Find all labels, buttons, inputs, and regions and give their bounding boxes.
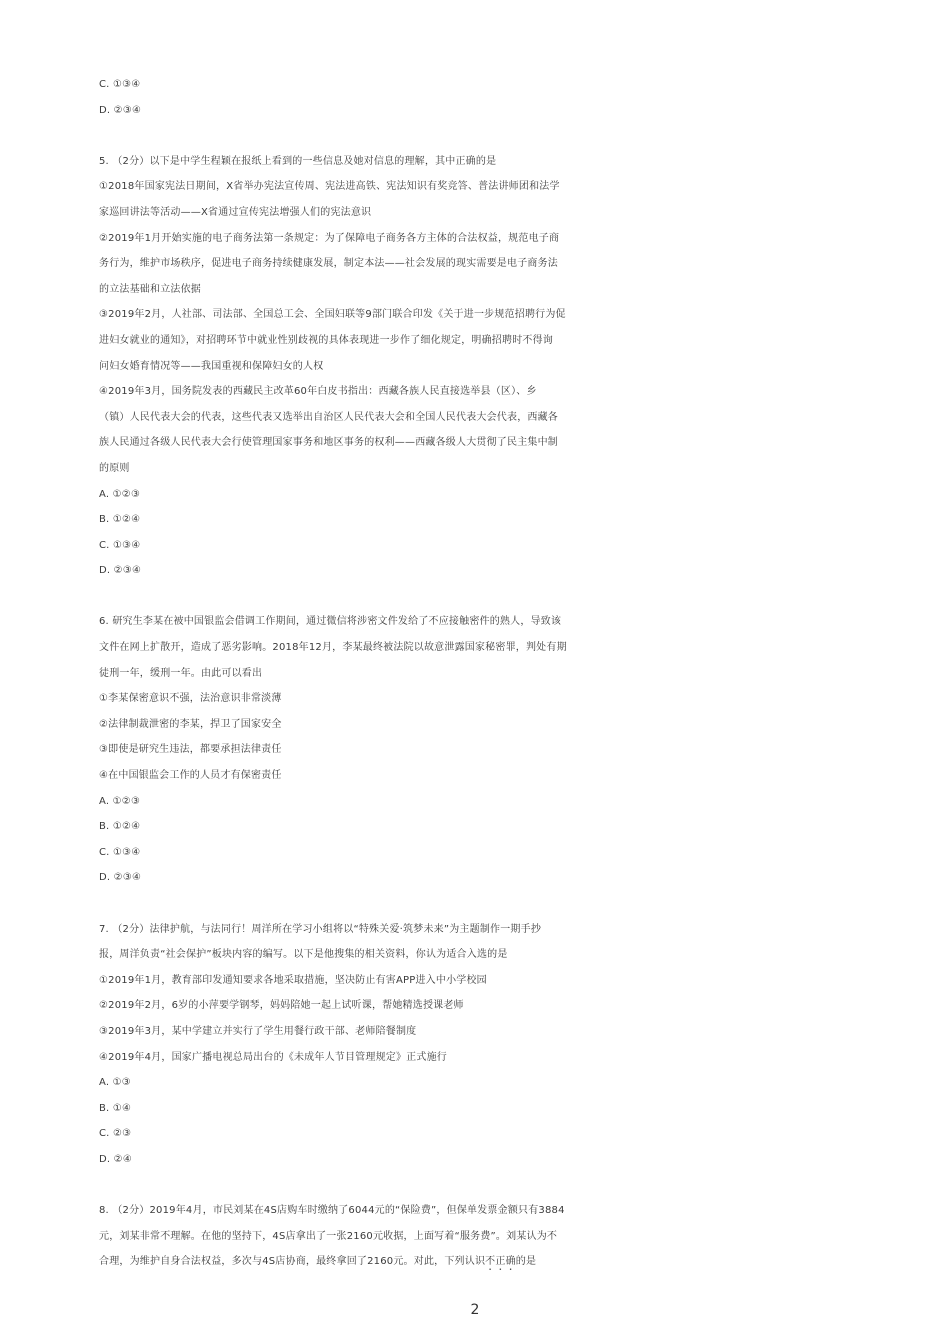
question-text: 文件在网上扩散开，造成了恶劣影响。2018年12月，李某最终被法院以故意泄露国家秘密罪，判处有期 [99,642,567,654]
question-text: 报，周洋负责“社会保护”板块内容的编写。以下是他搜集的相关资料，你认为适合入选的是 [99,949,508,961]
question-text: ②2019年2月，6岁的小萍要学钢琴，妈妈陪她一起上试听课，帮她精选授课老师 [99,1000,464,1012]
question-text: 8. （2分）2019年4月，市民刘某在4S店购车时缴纳了6044元的“保险费”，但保单发票金额只有3884 [99,1205,565,1217]
option-d: D. ②③④ [99,872,142,884]
question-text: 的是 [515,1256,537,1268]
question-7 [99,917,619,1173]
question-text: ④2019年4月，国家广播电视总局出台的《未成年人节目管理规定》正式施行 [99,1051,447,1063]
question-5 [99,149,619,584]
question-text: ①李某保密意识不强，法治意识非常淡薄 [99,693,282,705]
question-text: （镇）人民代表大会的代表，这些代表又选举出自治区人民代表大会和全国人民代表大会代表，西藏各 [99,411,558,423]
question-text: ③2019年3月，某中学建立并实行了学生用餐行政干部、老师陪餐制度 [99,1025,417,1037]
question-text: 元，刘某非常不理解。在他的坚持下，4S店拿出了一张2160元收据，上面写着“服务费”。刘某认为不 [99,1230,558,1242]
question-text: ④2019年3月，国务院发表的西藏民主改革60年白皮书指出：西藏各族人民直接选举县（区）、乡 [99,386,537,398]
question-text: 问妇女婚育情况等——我国重视和保障妇女的人权 [99,360,324,372]
question-text: 家巡回讲法等活动——X省通过宣传宪法增强人们的宪法意识 [99,206,372,218]
option-c: C. ①③④ [99,846,141,858]
question-text: ①2019年1月，教育部印发通知要求各地采取措施，坚决防止有害APP进入中小学校园 [99,974,487,986]
question-text: ③2019年2月，人社部、司法部、全国总工会、全国妇联等9部门联合印发《关于进一步规范招聘行为促 [99,309,566,321]
option-a: A. ①②③ [99,795,141,807]
question-text: 的原则 [99,462,130,474]
prev-question-options [99,72,619,123]
option-d: D. ②③④ [99,565,142,577]
question-text: 徒刑一年，缓刑一年。由此可以看出 [99,667,263,679]
option-a: A. ①②③ [99,488,141,500]
document-body [99,72,619,1275]
option-c: C. ①③④ [99,539,141,551]
option-c: C. ②③ [99,1128,132,1140]
question-text: ②法律制裁泄密的李某，捍卫了国家安全 [99,718,282,730]
question-text: ①2018年国家宪法日期间，X省举办宪法宣传周、宪法进高铁、宪法知识有奖竞答、普法讲师团和法学 [99,181,560,193]
option-b: B. ①②④ [99,514,141,526]
question-text-last [99,1249,619,1275]
question-text: 务行为，维护市场秩序，促进电子商务持续健康发展，制定本法——社会发展的现实需要是电子商务法 [99,258,558,270]
question-text: 6. 研究生李某在被中国银监会借调工作期间，通过微信将涉密文件发给了不应接触密件的熟人，导致该 [99,616,562,628]
option-a: A. ①③ [99,1077,131,1089]
option-b: B. ①④ [99,1102,132,1114]
question-6 [99,609,619,891]
emphasized-text: 不正确 [485,1256,516,1268]
question-text: 的立法基础和立法依据 [99,283,201,295]
question-text: 族人民通过各级人民代表大会行使管理国家事务和地区事务的权利——西藏各级人大贯彻了民主集中制 [99,437,558,449]
question-text: 5. （2分）以下是中学生程颖在报纸上看到的一些信息及她对信息的理解，其中正确的是 [99,155,497,167]
question-text: 7. （2分）法律护航，与法同行！周洋所在学习小组将以“特殊关爱·筑梦未来”为主题制作一期手抄 [99,923,542,935]
question-8 [99,1198,619,1275]
option-d: D. ②④ [99,1153,132,1165]
option-c: C. ①③④ [99,79,141,90]
question-text: 合理，为维护自身合法权益，多次与4S店协商，最终拿回了2160元。对此，下列认识 [99,1256,486,1268]
question-text: ③即使是研究生违法，都要承担法律责任 [99,744,282,756]
option-d: D. ②③④ [99,104,142,116]
page-number: 2 [470,1302,480,1318]
question-text: 进妇女就业的通知》，对招聘环节中就业性别歧视的具体表现进一步作了细化规定，明确招聘时不得询 [99,334,553,346]
question-text: ④在中国银监会工作的人员才有保密责任 [99,770,282,782]
option-b: B. ①②④ [99,821,141,833]
question-text: ②2019年1月开始实施的电子商务法第一条规定：为了保障电子商务各方主体的合法权益，规范电子商 [99,232,560,244]
